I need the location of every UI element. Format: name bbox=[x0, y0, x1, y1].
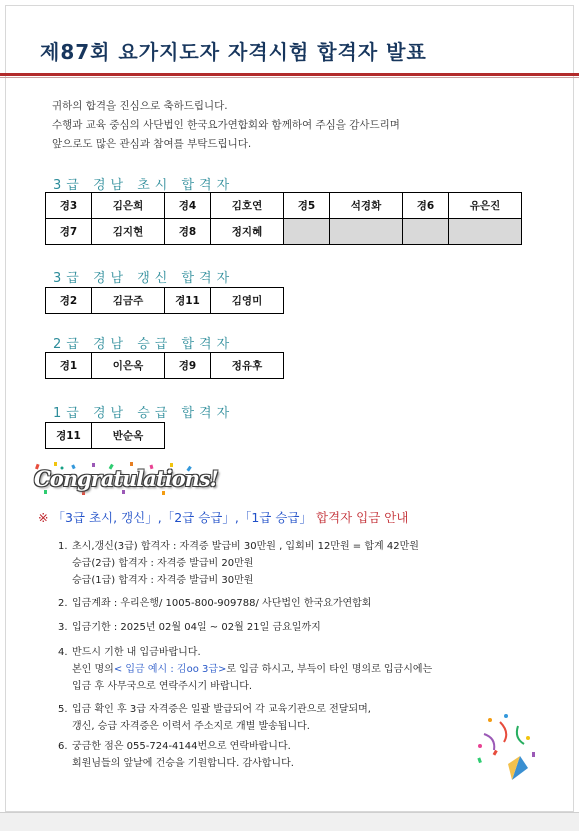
list-item bbox=[58, 738, 294, 772]
item-number: 2. bbox=[58, 598, 68, 609]
table-row bbox=[46, 193, 522, 219]
examinee-name: 반순옥 bbox=[92, 423, 165, 449]
intro-line: 앞으로도 많은 관심과 참여를 부탁드립니다. bbox=[52, 138, 252, 150]
bank-account-text: 입금계좌 : 우리은행/ 1005-800-909788/ 사단법인 한국요가연합회 bbox=[72, 598, 372, 609]
examinee-number: 경8 bbox=[165, 219, 211, 245]
empty-cell bbox=[284, 219, 330, 245]
examinee-number: 경11 bbox=[46, 423, 92, 449]
section-title-1st-promotion: 1급 경남 승급 합격자 bbox=[53, 406, 235, 421]
empty-cell bbox=[330, 219, 403, 245]
examinee-name: 정유후 bbox=[211, 353, 284, 379]
party-popper-icon bbox=[470, 712, 540, 782]
examinee-name: 김은희 bbox=[92, 193, 165, 219]
item-number: 3. bbox=[58, 622, 68, 633]
item-text: 입금 확인 후 3급 자격증은 일괄 발급되어 각 교육기관으로 전달되며, bbox=[72, 704, 371, 715]
item-text: 입금 후 사무국으로 연락주시기 바랍니다. bbox=[72, 681, 253, 692]
item-number: 6. bbox=[58, 741, 68, 752]
empty-cell bbox=[403, 219, 449, 245]
item-number: 4. bbox=[58, 647, 68, 658]
section-title-3rd-initial: 3급 경남 초시 합격자 bbox=[53, 178, 235, 193]
intro-text bbox=[52, 97, 400, 154]
examinee-name: 김금주 bbox=[92, 288, 165, 314]
item-text: 갱신, 승급 자격증은 이력서 주소지로 개별 발송됩니다. bbox=[72, 721, 310, 732]
examinee-number: 경1 bbox=[46, 353, 92, 379]
table-row bbox=[46, 423, 165, 449]
results-table-1st-promotion bbox=[45, 422, 165, 449]
item-text: 회원님들의 앞날에 건승을 기원합니다. 감사합니다. bbox=[72, 758, 294, 769]
table-row bbox=[46, 288, 284, 314]
item-text: 본인 명의 bbox=[72, 664, 114, 675]
item-text: 반드시 기한 내 입금바랍니다. bbox=[72, 647, 201, 658]
results-table-3rd-initial bbox=[45, 192, 522, 245]
reference-mark: ※ bbox=[38, 510, 49, 525]
congratulations-text: Congratulations! bbox=[34, 466, 218, 491]
section-title-2nd-promotion: 2급 경남 승급 합격자 bbox=[53, 337, 235, 352]
results-table-3rd-renewal bbox=[45, 287, 284, 314]
item-text: 로 입금 하시고, 부득이 타인 명의로 입금시에는 bbox=[226, 664, 433, 675]
notice-grade-tags: 「3급 초시, 갱신」,「2급 승급」,「1급 승급」 bbox=[52, 510, 312, 525]
examinee-number: 경9 bbox=[165, 353, 211, 379]
deposit-example: < 입금 예시 : 김oo 3급> bbox=[113, 664, 227, 675]
item-number: 5. bbox=[58, 704, 68, 715]
list-item bbox=[58, 644, 432, 695]
examinee-name: 김지현 bbox=[92, 219, 165, 245]
section-title-3rd-renewal: 3급 경남 갱신 합격자 bbox=[53, 271, 235, 286]
examinee-number: 경2 bbox=[46, 288, 92, 314]
notice-text: 합격자 입금 안내 bbox=[315, 510, 409, 525]
list-item bbox=[58, 701, 371, 735]
examinee-number: 경7 bbox=[46, 219, 92, 245]
item-number: 1. bbox=[58, 541, 68, 552]
examinee-number: 경3 bbox=[46, 193, 92, 219]
payment-notice-heading bbox=[38, 508, 408, 526]
examinee-number: 경11 bbox=[165, 288, 211, 314]
table-row bbox=[46, 353, 284, 379]
list-item bbox=[58, 595, 371, 612]
examinee-name: 이은옥 bbox=[92, 353, 165, 379]
title-divider-thin bbox=[0, 77, 579, 78]
examinee-number: 경6 bbox=[403, 193, 449, 219]
examinee-name: 석경화 bbox=[330, 193, 403, 219]
examinee-name: 김영미 bbox=[211, 288, 284, 314]
examinee-name: 김호연 bbox=[211, 193, 284, 219]
title-divider bbox=[0, 73, 579, 76]
list-item bbox=[58, 538, 419, 589]
item-text: 초시,갱신(3급) 합격자 : 자격증 발급비 30만원 , 입회비 12만원 = 합계 42만원 bbox=[72, 541, 419, 552]
intro-line: 수행과 교육 중심의 사단법인 한국요가연합회와 함께하여 주심을 감사드리며 bbox=[52, 119, 400, 131]
page-footer-bar bbox=[0, 812, 579, 831]
examinee-name: 유은진 bbox=[449, 193, 522, 219]
intro-line: 귀하의 합격을 진심으로 축하드립니다. bbox=[52, 100, 228, 112]
examinee-number: 경4 bbox=[165, 193, 211, 219]
empty-cell bbox=[449, 219, 522, 245]
list-item bbox=[58, 619, 321, 636]
contact-text: 궁금한 점은 055-724-4144번으로 연락바랍니다. bbox=[72, 741, 291, 752]
congratulations-banner bbox=[32, 462, 218, 496]
deadline-text: 입금기한 : 2025년 02월 04일 ~ 02월 21일 금요일까지 bbox=[72, 622, 321, 633]
item-text: 승급(1급) 합격자 : 자격증 발급비 30만원 bbox=[72, 575, 254, 586]
page-title: 제87회 요가지도자 자격시험 합격자 발표 bbox=[40, 40, 427, 64]
examinee-name: 정지혜 bbox=[211, 219, 284, 245]
results-table-2nd-promotion bbox=[45, 352, 284, 379]
table-row bbox=[46, 219, 522, 245]
item-text: 승급(2급) 합격자 : 자격증 발급비 20만원 bbox=[72, 558, 254, 569]
examinee-number: 경5 bbox=[284, 193, 330, 219]
